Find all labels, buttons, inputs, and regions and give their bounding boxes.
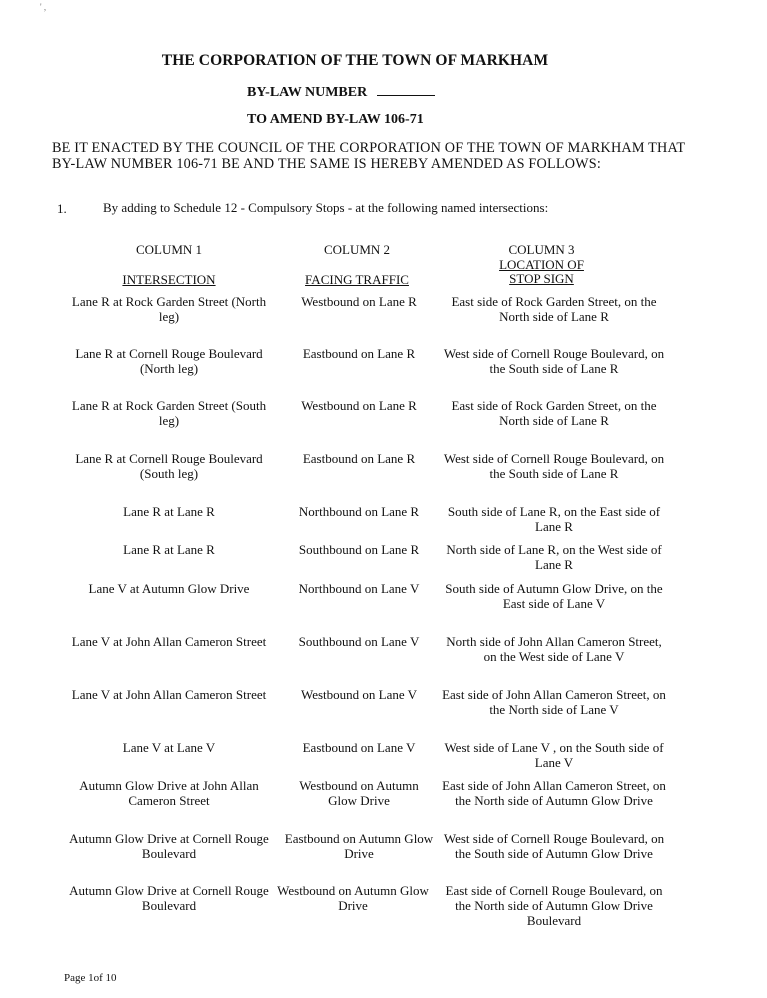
item-number: 1. (57, 201, 67, 216)
facing-traffic-cell: Southbound on Lane V (298, 634, 420, 649)
intersection-cell: Lane R at Cornell Rouge Boulevard (North leg) (75, 346, 263, 376)
stop-sign-location-cell: North side of John Allan Cameron Street, on the West side of Lane V (446, 634, 662, 664)
intersection-cell: Autumn Glow Drive at Cornell Rouge Boulevard (69, 831, 269, 861)
intersection-cell: Lane R at Rock Garden Street (North leg) (71, 294, 267, 324)
facing-traffic-cell: Westbound on Lane V (300, 687, 418, 702)
intersection-cell: Lane R at Lane R (123, 542, 215, 557)
facing-traffic-cell: Eastbound on Lane R (302, 451, 416, 466)
facing-traffic-cell: Northbound on Lane V (298, 581, 420, 596)
column-3-heading-line1: LOCATION OF (499, 256, 584, 272)
bylaw-number-blank (377, 83, 435, 96)
stop-sign-location-cell: West side of Cornell Rouge Boulevard, on the South side of Lane R (443, 451, 665, 481)
facing-traffic-cell: Northbound on Lane R (298, 504, 420, 519)
bylaw-number-label: BY-LAW NUMBER (247, 85, 368, 100)
facing-traffic-cell: Eastbound on Lane V (302, 740, 416, 755)
intersection-cell: Lane V at John Allan Cameron Street (71, 634, 267, 649)
stop-sign-location-cell: East side of Rock Garden Street, on the North side of Lane R (451, 398, 657, 428)
facing-traffic-cell: Westbound on Lane R (301, 398, 417, 413)
facing-traffic-cell: Southbound on Lane R (298, 542, 420, 557)
stop-sign-location-cell: West side of Cornell Rouge Boulevard, on the South side of Lane R (443, 346, 665, 376)
column-2-heading: FACING TRAFFIC (305, 271, 409, 287)
stop-sign-location-cell: East side of Cornell Rouge Boulevard, on the North side of Autumn Glow Drive Boulevard (445, 883, 663, 928)
intersection-cell: Lane V at Lane V (122, 740, 216, 755)
column-3-header (449, 243, 634, 287)
facing-traffic-cell: Eastbound on Lane R (302, 346, 416, 361)
stop-sign-location-cell: East side of John Allan Cameron Street, on the North side of Lane V (442, 687, 666, 717)
stop-sign-location-cell: West side of Lane V , on the South side of Lane V (444, 740, 664, 770)
stop-sign-location-cell: South side of Autumn Glow Drive, on the East side of Lane V (445, 581, 663, 611)
amend-title: TO AMEND BY-LAW 106-71 (247, 112, 424, 127)
corner-mark: ' , (40, 2, 47, 12)
intersection-cell: Lane R at Lane R (123, 504, 215, 519)
intersection-cell: Autumn Glow Drive at Cornell Rouge Boulevard (69, 883, 269, 913)
column-3-number: COLUMN 3 (508, 242, 575, 257)
column-1-heading: INTERSECTION (122, 271, 216, 287)
bylaw-number-line (247, 83, 435, 101)
column-1-number: COLUMN 1 (135, 242, 203, 257)
facing-traffic-cell: Westbound on Lane R (301, 294, 417, 309)
intersection-cell: Autumn Glow Drive at John Allan Cameron Street (79, 778, 259, 808)
column-2-number: COLUMN 2 (323, 242, 391, 257)
facing-traffic-cell: Westbound on Autumn Glow Drive (299, 778, 419, 808)
intersection-cell: Lane V at John Allan Cameron Street (71, 687, 267, 702)
stop-sign-location-cell: South side of Lane R, on the East side of Lane R (447, 504, 661, 534)
stop-sign-location-cell: East side of Rock Garden Street, on the North side of Lane R (451, 294, 657, 324)
column-2-header (282, 243, 432, 287)
document-title: THE CORPORATION OF THE TOWN OF MARKHAM (161, 52, 549, 69)
item-text: By adding to Schedule 12 - Compulsory Stops - at the following named intersections: (103, 200, 549, 215)
column-3-heading-line2: STOP SIGN (509, 271, 574, 286)
enacting-clause: BE IT ENACTED BY THE COUNCIL OF THE CORPORATION OF THE TOWN OF MARKHAM THAT BY-LAW NUMBER 106-71 BE AND THE SAME IS HEREBY AMENDED AS FOLLOWS: (52, 140, 685, 172)
stop-sign-location-cell: East side of John Allan Cameron Street, on the North side of Autumn Glow Drive (442, 778, 666, 808)
intersection-cell: Lane V at Autumn Glow Drive (88, 581, 250, 596)
facing-traffic-cell: Eastbound on Autumn Glow Drive (284, 831, 434, 861)
intersection-cell: Lane R at Rock Garden Street (South leg) (71, 398, 267, 428)
intersection-cell: Lane R at Cornell Rouge Boulevard (South leg) (75, 451, 263, 481)
column-1-header (64, 243, 274, 287)
stop-sign-location-cell: West side of Cornell Rouge Boulevard, on the South side of Autumn Glow Drive (443, 831, 665, 861)
stop-sign-location-cell: North side of Lane R, on the West side of Lane R (446, 542, 662, 572)
facing-traffic-cell: Westbound on Autumn Glow Drive (277, 883, 429, 913)
page-number-footer: Page 1of 10 (64, 972, 117, 984)
